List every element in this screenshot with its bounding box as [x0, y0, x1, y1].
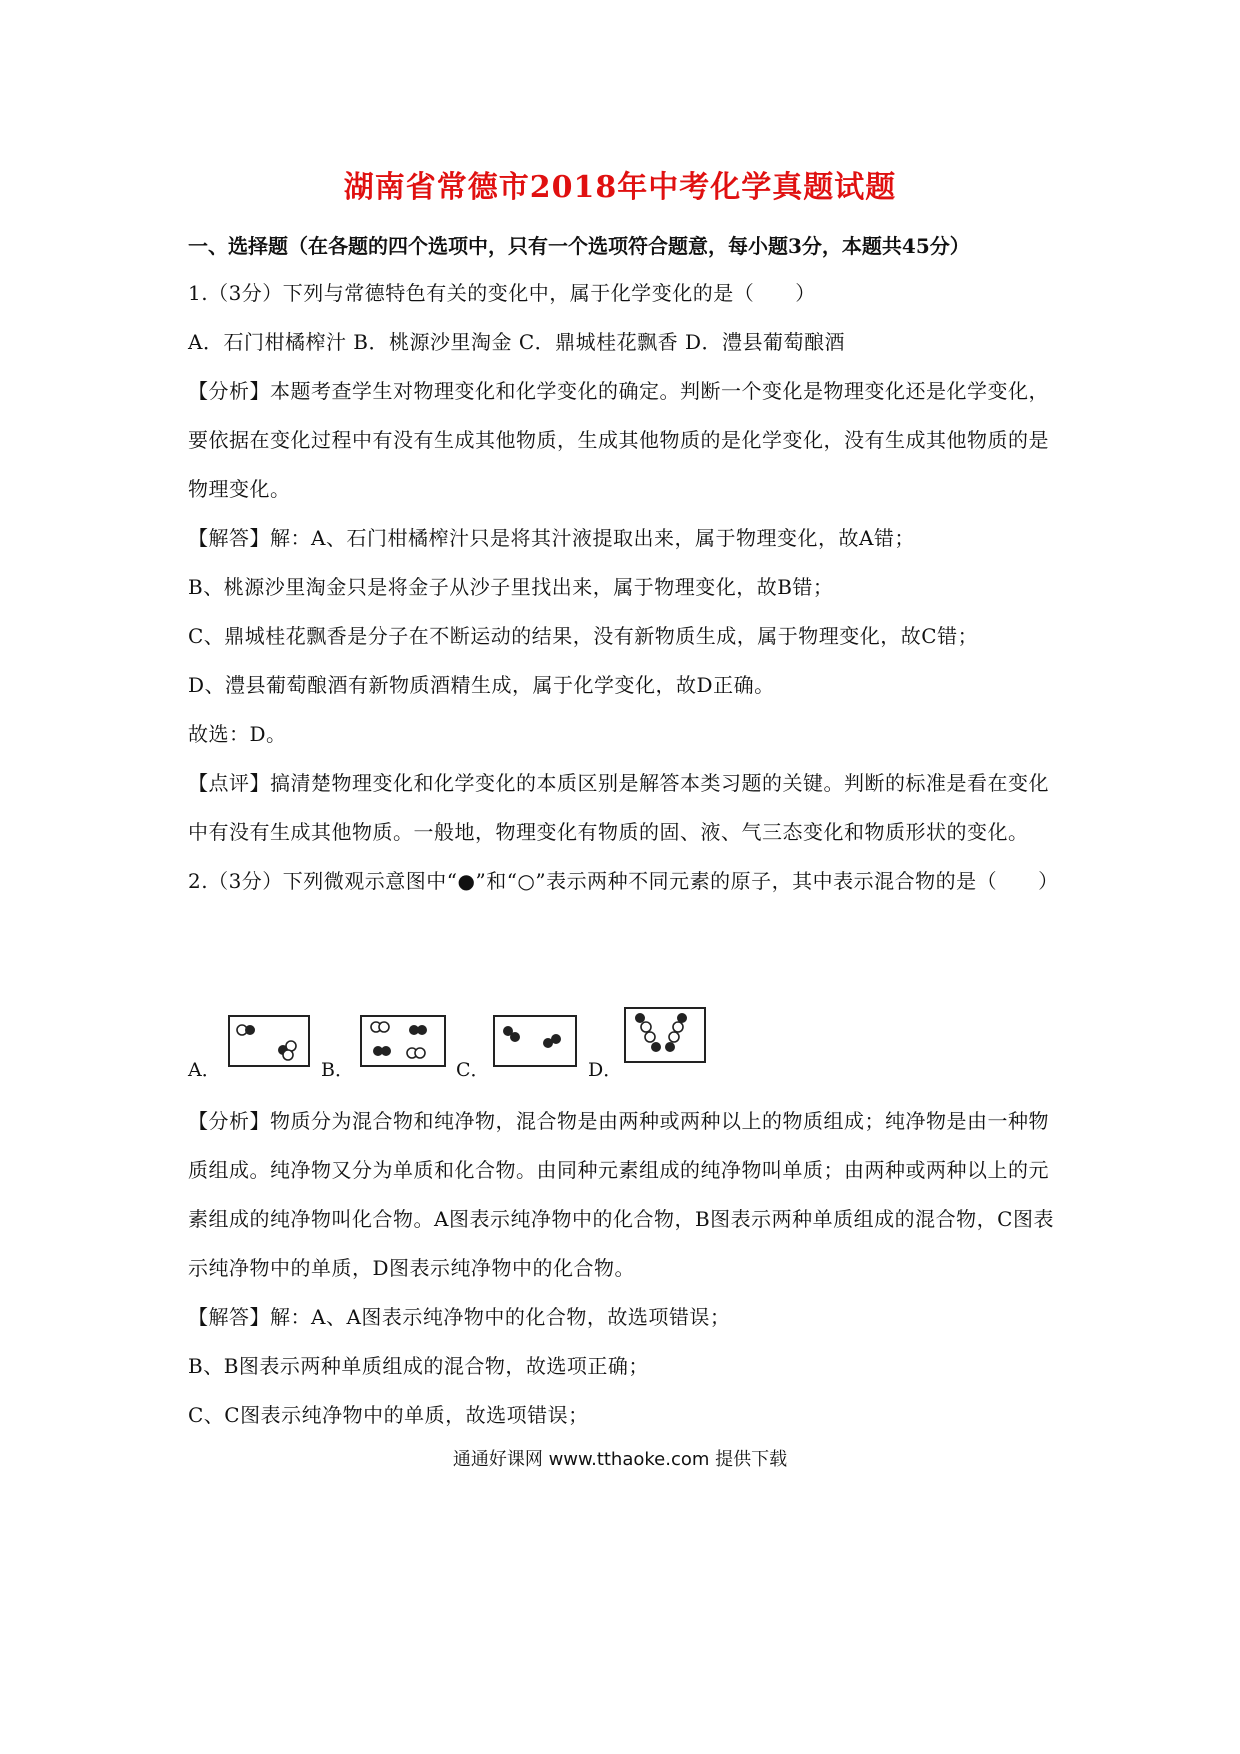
- q1-answer-c: C、鼎城桂花飘香是分子在不断运动的结果，没有新物质生成，属于物理变化，故C错；: [188, 624, 979, 648]
- molecule-diagram-d: [624, 1007, 706, 1063]
- q2-stem: 2.（3分）下列微观示意图中“●”和“○”表示两种不同元素的原子，其中表示混合物的是（ ）: [188, 869, 1059, 893]
- q1-stem: 1.（3分）下列与常德特色有关的变化中，属于化学变化的是（ ）: [188, 281, 816, 305]
- q1-choice: 故选：D。: [188, 722, 287, 746]
- q2-answer-c: C、C图表示纯净物中的单质，故选项错误；: [188, 1403, 589, 1427]
- section-heading: 一、选择题（在各题的四个选项中，只有一个选项符合题意，每小题3分，本题共45分）: [188, 234, 970, 258]
- q2-option-label-d: D．: [588, 1059, 623, 1081]
- question-2-solution: [188, 1097, 1068, 1440]
- page-title: 湖南省常德市2018年中考化学真题试题: [343, 170, 897, 205]
- q1-answer-a: 【解答】解：A、石门柑橘榨汁只是将其汁液提取出来，属于物理变化，故A错；: [188, 526, 915, 550]
- q1-options: A．石门柑橘榨汁 B．桃源沙里淘金 C．鼎城桂花飘香 D．澧县葡萄酿酒: [188, 330, 846, 354]
- q2-answer-a: 【解答】解：A、A图表示纯净物中的化合物，故选项错误；: [188, 1305, 731, 1329]
- q2-option-label-c: C．: [456, 1059, 490, 1081]
- q1-comment: 【点评】搞清楚物理变化和化学变化的本质区别是解答本类习题的关键。判断的标准是看在变化中有没有生成其他物质。一般地，物理变化有物质的固、液、气三态变化和物质形状的变化。: [188, 771, 1049, 844]
- molecule-diagram-c: [493, 1015, 577, 1067]
- q2-option-label-a: A．: [188, 1059, 221, 1081]
- q2-figure-options: [188, 1015, 788, 1085]
- molecule-diagram-a: [228, 1015, 310, 1067]
- question-1: [188, 269, 1068, 906]
- q2-analysis: 【分析】物质分为混合物和纯净物，混合物是由两种或两种以上的物质组成；纯净物是由一种物质组成。纯净物又分为单质和化合物。由同种元素组成的纯净物叫单质；由两种或两种以上的元素组成的纯净物叫化合物。A图表示纯净物中的化合物，B图表示两种单质组成的混合物，C图表示纯净物中的单质，D图表示纯净物中的化合物。: [188, 1109, 1054, 1280]
- molecule-diagram-b: [360, 1015, 446, 1067]
- q2-option-label-b: B．: [321, 1059, 354, 1081]
- q1-answer-d: D、澧县葡萄酿酒有新物质酒精生成，属于化学变化，故D正确。: [188, 673, 775, 697]
- q1-analysis: 【分析】本题考查学生对物理变化和化学变化的确定。判断一个变化是物理变化还是化学变化，要依据在变化过程中有没有生成其他物质，生成其他物质的是化学变化，没有生成其他物质的是物理变化。: [188, 379, 1049, 501]
- q2-answer-b: B、B图表示两种单质组成的混合物，故选项正确；: [188, 1354, 649, 1378]
- page-footer: 通通好课网 www.tthaoke.com 提供下载: [452, 1449, 788, 1470]
- q1-answer-b: B、桃源沙里淘金只是将金子从沙子里找出来，属于物理变化，故B错；: [188, 575, 834, 599]
